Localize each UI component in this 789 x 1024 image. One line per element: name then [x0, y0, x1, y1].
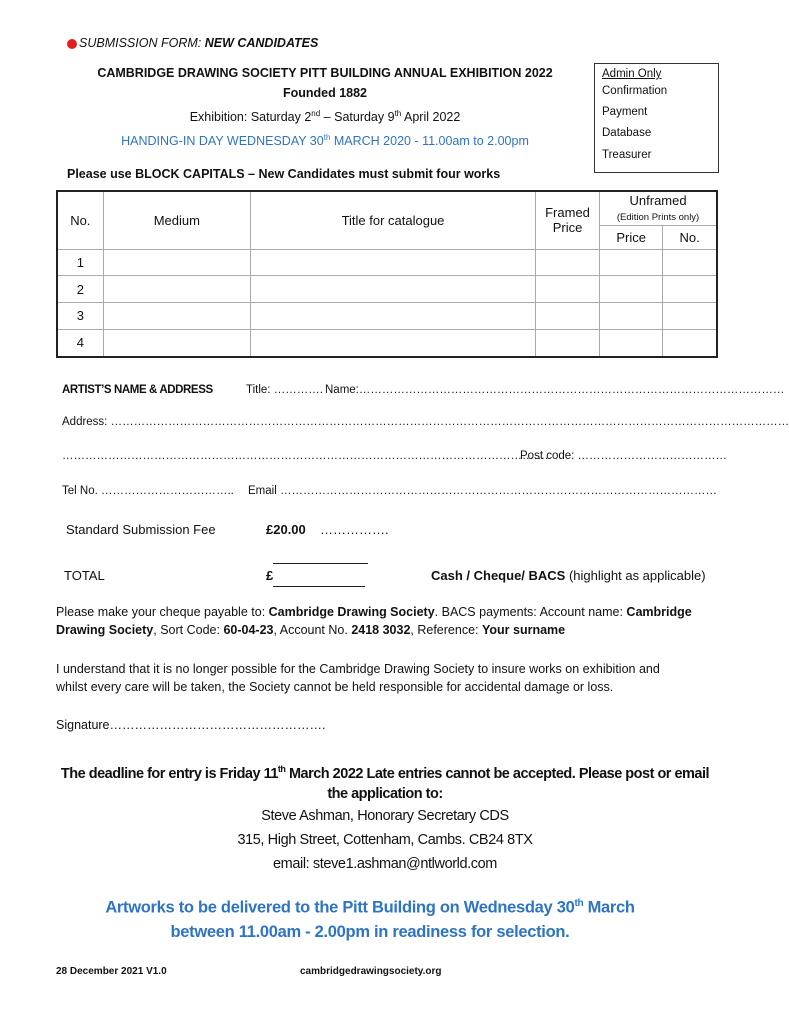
admin-payment: Payment: [602, 106, 648, 118]
secretary-name: Steve Ashman, Honorary Secretary CDS: [261, 808, 509, 824]
table-row: [57, 329, 717, 357]
address-line-2[interactable]: ……………………………………………………………………………………………………………….: [62, 450, 549, 462]
deadline-line-2: the application to:: [327, 786, 443, 802]
red-dot-icon: [67, 39, 77, 49]
unframed-no-cell[interactable]: [663, 249, 717, 276]
email-field[interactable]: Email ……………………………………………………………………………………………………: [248, 485, 717, 497]
row-number: 2: [57, 276, 103, 303]
unframed-price-cell[interactable]: [600, 276, 663, 303]
works-table: [56, 190, 718, 358]
address-field[interactable]: Address: ……………………………………………………………………………………………………………………………………………………………: [62, 416, 789, 428]
header-medium: Medium: [103, 191, 250, 249]
framed-price-cell[interactable]: [535, 303, 599, 330]
delivery-notice: Artworks to be delivered to the Pitt Building on Wednesday 30th March: [105, 898, 635, 917]
title-cell[interactable]: [251, 276, 536, 303]
block-capitals-instruction: Please use BLOCK CAPITALS – New Candidates must submit four works: [67, 167, 501, 181]
medium-cell[interactable]: [103, 249, 250, 276]
insurance-disclaimer: I understand that it is no longer possible for the Cambridge Drawing Society to insure works on exhibition and whilst every care will be taken, the Society cannot be held responsible for accidental damage or loss.: [56, 662, 660, 694]
postcode-field[interactable]: Post code: …………………………………: [520, 450, 728, 462]
unframed-price-cell[interactable]: [600, 303, 663, 330]
title-field[interactable]: Title: ………….: [246, 384, 323, 396]
admin-treasurer: Treasurer: [602, 149, 652, 161]
standard-fee-dots[interactable]: …………….: [320, 522, 389, 537]
row-number: 1: [57, 249, 103, 276]
table-row: [57, 249, 717, 276]
secretary-email: email: steve1.ashman@ntlworld.com: [273, 856, 497, 872]
artist-name-address-label: ARTIST’S NAME & ADDRESS: [62, 384, 213, 396]
total-line-bottom[interactable]: [273, 586, 365, 587]
table-row: [57, 276, 717, 303]
header-framed-price: Framed Price: [535, 191, 599, 249]
row-number: 4: [57, 329, 103, 357]
form-title: SUBMISSION FORM: NEW CANDIDATES: [79, 36, 319, 50]
header-unframed-no: No.: [663, 225, 717, 249]
standard-fee-label: Standard Submission Fee: [66, 522, 216, 537]
unframed-price-cell[interactable]: [600, 329, 663, 357]
deadline-line: The deadline for entry is Friday 11th March 2022 Late entries cannot be accepted. Please post or email: [60, 764, 710, 782]
unframed-no-cell[interactable]: [663, 329, 717, 357]
title-cell[interactable]: [251, 329, 536, 357]
name-field[interactable]: Name:…………………………………………………………………………………………………: [325, 384, 785, 396]
title-cell[interactable]: [251, 303, 536, 330]
medium-cell[interactable]: [103, 276, 250, 303]
footer-website: cambridgedrawingsociety.org: [300, 966, 442, 977]
founded-line: Founded 1882: [282, 86, 368, 100]
exhibition-dates: Exhibition: Saturday 2nd – Saturday 9th April 2022: [189, 109, 461, 125]
secretary-address: 315, High Street, Cottenham, Cambs. CB24 8TX: [237, 832, 533, 848]
medium-cell[interactable]: [103, 329, 250, 357]
total-label: TOTAL: [64, 568, 105, 583]
unframed-price-cell[interactable]: [600, 249, 663, 276]
row-number: 3: [57, 303, 103, 330]
signature-field[interactable]: Signature…………………………………………….: [56, 718, 326, 732]
title-cell[interactable]: [251, 249, 536, 276]
unframed-no-cell[interactable]: [663, 276, 717, 303]
header-unframed: Unframed (Edition Prints only): [600, 191, 717, 225]
total-currency: £: [266, 568, 274, 583]
footer-version: 28 December 2021 V1.0: [56, 966, 167, 977]
header-title: Title for catalogue: [251, 191, 536, 249]
standard-fee-amount: £20.00: [266, 522, 306, 537]
unframed-no-cell[interactable]: [663, 303, 717, 330]
framed-price-cell[interactable]: [535, 249, 599, 276]
delivery-time: between 11.00am - 2.00pm in readiness for selection.: [170, 923, 570, 941]
admin-confirmation: Confirmation: [602, 85, 668, 97]
medium-cell[interactable]: [103, 303, 250, 330]
table-row: [57, 303, 717, 330]
payment-methods: Cash / Cheque/ BACS (highlight as applicable): [431, 568, 706, 583]
handing-in-day: HANDING-IN DAY WEDNESDAY 30th MARCH 2020 - 11.00am to 2.00pm: [121, 133, 529, 149]
total-line-top: [273, 563, 368, 564]
header-no: No.: [57, 191, 103, 249]
header-unframed-price: Price: [600, 225, 663, 249]
framed-price-cell[interactable]: [535, 329, 599, 357]
exhibition-title: CAMBRIDGE DRAWING SOCIETY PITT BUILDING ANNUAL EXHIBITION 2022: [97, 66, 553, 80]
admin-only-box: [594, 63, 719, 173]
admin-database: Database: [602, 127, 652, 139]
cheque-instructions: Please make your cheque payable to: Cambridge Drawing Society. BACS payments: Account name: Cambridge Drawing Society, Sort Code: 60-04-23, Account No. 2418 3032, Reference: Your surname: [56, 605, 692, 637]
tel-field[interactable]: Tel No. ……………………………..: [62, 485, 234, 497]
framed-price-cell[interactable]: [535, 276, 599, 303]
admin-title: Admin Only: [602, 68, 662, 80]
